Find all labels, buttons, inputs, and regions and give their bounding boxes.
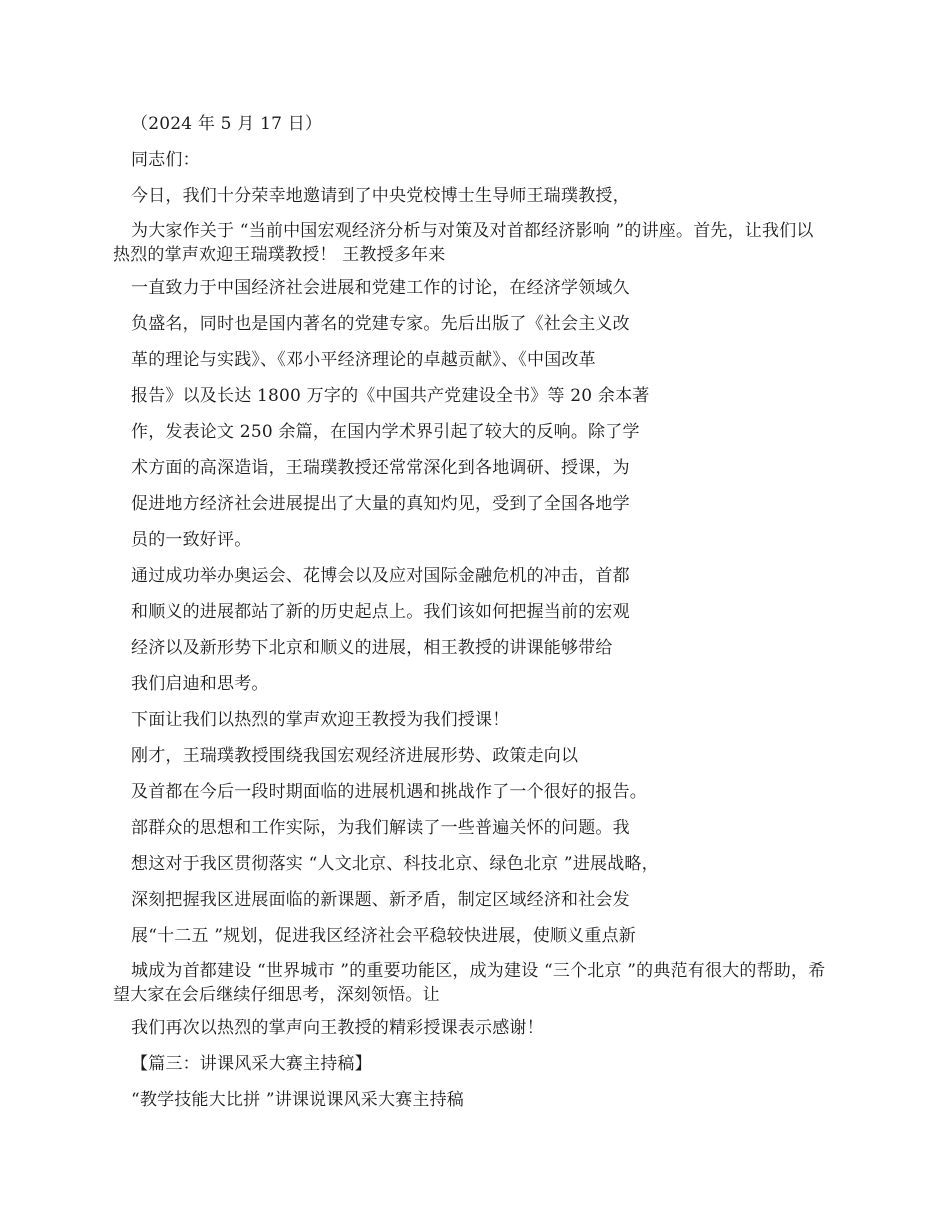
paragraph-line: 术方面的高深造诣，王瑞璞教授还常常深化到各地调研、授课，为 [131,458,630,478]
paragraph-line: 革的理论与实践》、《邓小平经济理论的卓越贡献》、《中国改革 [131,350,596,370]
paragraph-line: 员的一致好评。 [131,530,252,550]
paragraph-line: 下面让我们以热烈的掌声欢迎王教授为我们授课！ [131,710,510,730]
paragraph-line: 展“十二五 ”规划，促进我区经济社会平稳较快进展，使顺义重点新 [131,926,636,946]
paragraph-line: 为大家作关于 “当前中国宏观经济分析与对策及对首都经济影响 ”的讲座。首先，让我们以热烈的掌声欢迎王瑞璞教授！ 王教授多年来 [113,221,814,265]
paragraph-line: 一直致力于中国经济社会进展和党建工作的讨论，在经济学领域久 [131,278,630,298]
salutation: 同志们： [131,150,200,170]
paragraph-line: 城成为首都建设 “世界城市 ”的重要功能区，成为建设 “三个北京 ”的典范有很大的帮助，希望大家在会后继续仔细思考，深刻领悟。让 [113,961,826,1005]
paragraph-line: 作，发表论文 250 余篇，在国内学术界引起了较大的反响。除了学 [131,422,640,442]
paragraph-line: 部群众的思想和工作实际，为我们解读了一些普遍关怀的问题。我 [131,818,630,838]
paragraph-line: 负盛名，同时也是国内著名的党建专家。先后出版了《社会主义改 [131,314,630,334]
paragraph-line: 我们再次以热烈的掌声向王教授的精彩授课表示感谢！ [131,1018,544,1038]
paragraph-line: 促进地方经济社会进展提出了大量的真知灼见，受到了全国各地学 [131,494,630,514]
paragraph-line: 今日，我们十分荣幸地邀请到了中央党校博士生导师王瑞璞教授， [131,186,630,206]
section-heading: 【篇三：讲课风采大赛主持稿】 [131,1054,372,1074]
paragraph-line: 想这对于我区贯彻落实 “人文北京、科技北京、绿色北京 ”进展战略， [131,854,659,874]
paragraph-line: 和顺义的进展都站了新的历史起点上。我们该如何把握当前的宏观 [131,602,630,622]
paragraph-line: 及首都在今后一段时期面临的进展机遇和挑战作了一个很好的报告。 [131,782,647,802]
paragraph-line: 深刻把握我区进展面临的新课题、新矛盾，制定区域经济和社会发 [131,890,630,910]
date-line: （2024 年 5 月 17 日） [131,114,323,134]
paragraph-line: “教学技能大比拼 ”讲课说课风采大赛主持稿 [131,1090,464,1110]
paragraph-line: 通过成功举办奥运会、花博会以及应对国际金融危机的冲击，首都 [131,566,630,586]
paragraph-line: 经济以及新形势下北京和顺义的进展，相王教授的讲课能够带给 [131,638,613,658]
paragraph-line: 刚才，王瑞璞教授围绕我国宏观经济进展形势、政策走向以 [131,746,579,766]
paragraph-line: 报告》以及长达 1800 万字的《中国共产党建设全书》等 20 余本著 [131,386,650,406]
paragraph-line: 我们启迪和思考。 [131,674,269,694]
